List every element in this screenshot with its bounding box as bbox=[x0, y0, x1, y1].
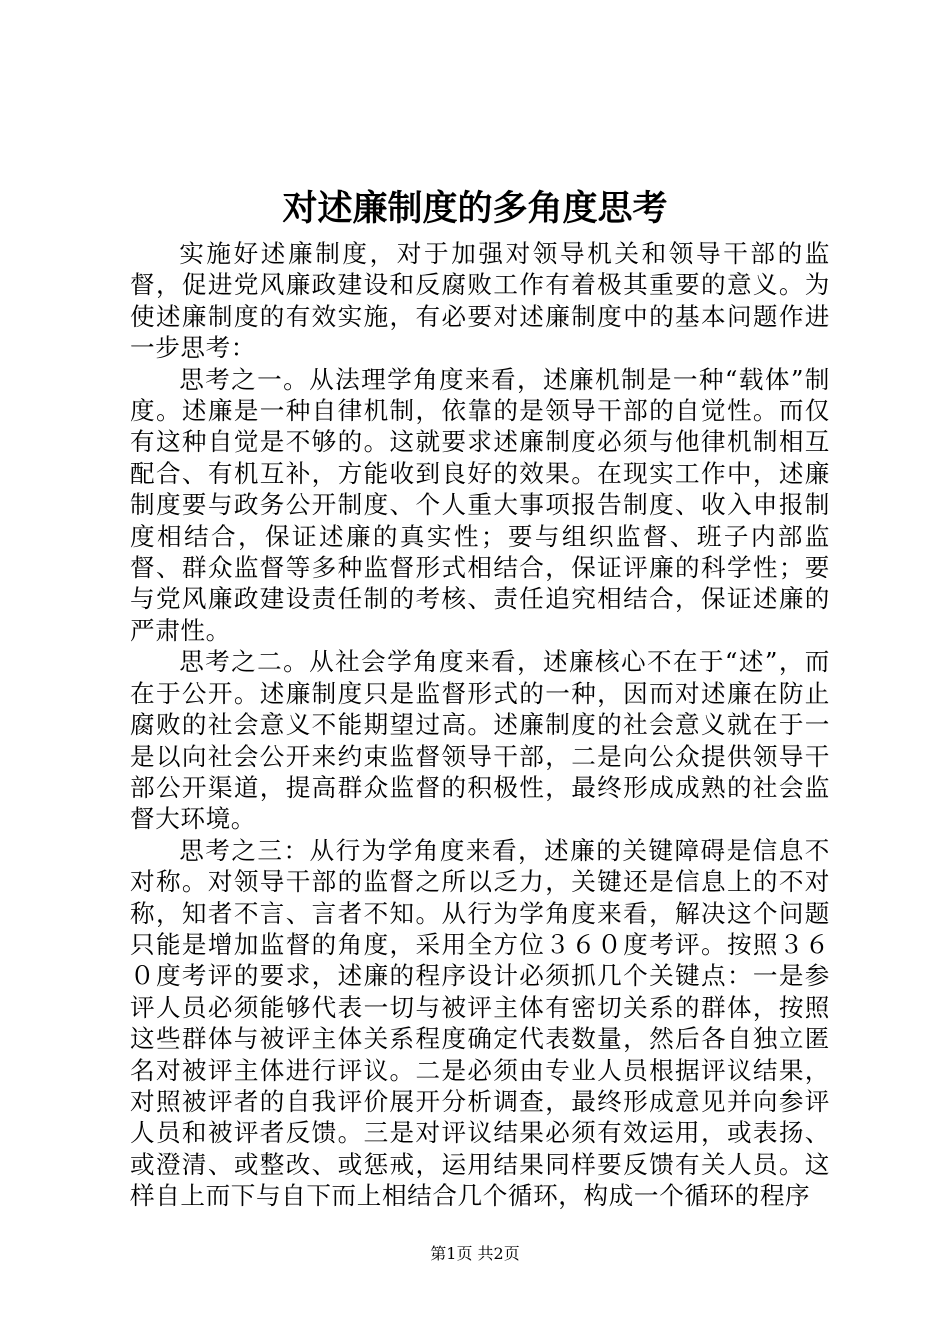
paragraph-intro: 实施好述廉制度，对于加强对领导机关和领导干部的监督，促进党风廉政建设和反腐败工作有着极其重要的意义。为使述廉制度的有效实施，有必要对述廉制度中的基本问题作进一步思考： bbox=[130, 239, 830, 363]
document-title: 对述廉制度的多角度思考 bbox=[282, 188, 668, 229]
page-footer: 第1页 共2页 bbox=[430, 1244, 520, 1263]
paragraph-thought-three: 思考之三：从行为学角度来看，述廉的关键障碍是信息不对称。对领导干部的监督之所以乏力，关键还是信息上的不对称，知者不言、言者不知。从行为学角度来看，解决这个问题只能是增加监督的角度，采用全方位３６０度考评。按照３６０度考评的要求，述廉的程序设计必须抓几个关键点：一是参评人员必须能够代表一切与被评主体有密切关系的群体，按照这些群体与被评主体关系程度确定代表数量，然后各自独立匿名对被评主体进行评议。二是必须由专业人员根据评议结果，对照被评者的自我评价展开分析调查，最终形成意见并向参评人员和被评者反馈。三是对评议结果必须有效运用，或表扬、或澄清、或整改、或惩戒，运用结果同样要反馈有关人员。这样自上而下与自下而上相结合几个循环，构成一个循环的程序 bbox=[130, 835, 830, 1211]
paragraph-thought-two: 思考之二。从社会学角度来看，述廉核心不在于“述”，而在于公开。述廉制度只是监督形式的一种，因而对述廉在防止腐败的社会意义不能期望过高。述廉制度的社会意义就在于一是以向社会公开来约束监督领导干部，二是向公众提供领导干部公开渠道，提高群众监督的积极性，最终形成成熟的社会监督大环境。 bbox=[130, 647, 830, 834]
document-body bbox=[130, 238, 830, 1212]
paragraph-thought-one: 思考之一。从法理学角度来看，述廉机制是一种“载体”制度。述廉是一种自律机制，依靠的是领导干部的自觉性。而仅有这种自觉是不够的。这就要求述廉制度必须与他律机制相互配合、有机互补，方能收到良好的效果。在现实工作中，述廉制度要与政务公开制度、个人重大事项报告制度、收入申报制度相结合，保证述廉的真实性；要与组织监督、班子内部监督、群众监督等多种监督形式相结合，保证评廉的科学性；要与党风廉政建设责任制的考核、责任追究相结合，保证述廉的严肃性。 bbox=[130, 364, 830, 645]
